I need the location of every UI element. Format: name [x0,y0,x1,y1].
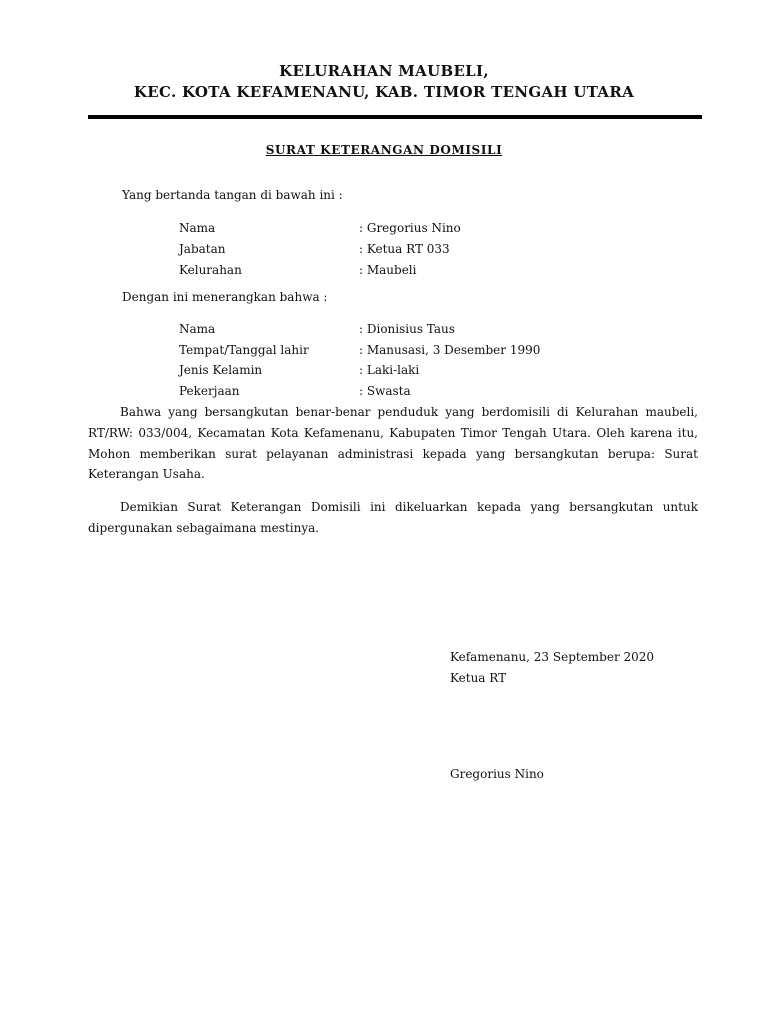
field-label: Nama [179,322,216,336]
field-value: : Dionisius Taus [359,322,455,336]
field-label: Nama [179,221,216,235]
subject-row [0,342,768,362]
letterhead-line-1: KELURAHAN MAUBELI, [279,62,489,80]
statement-text: Dengan ini menerangkan bahwa : [122,290,328,304]
letterhead-line-2: KEC. KOTA KEFAMENANU, KAB. TIMOR TENGAH UTARA [133,83,635,101]
field-value: : Laki-laki [359,363,420,377]
field-label: Tempat/Tanggal lahir [179,343,309,357]
letterhead-divider [88,115,702,119]
body-paragraph-1-text: Bahwa yang bersangkutan benar-benar penduduk yang berdomisili di Kelurahan maubeli, RT/RW: 033/004, Kecamatan Kota Kefamenanu, Kabupaten Timor Tengah Utara. Oleh karena itu, Mohon memberikan surat pelayanan administrasi kepada yang bersangkutan berupa: Surat Keterangan Usaha. [88,405,698,482]
signature-position: Ketua RT [450,671,507,685]
subject-row [0,383,768,403]
field-value: : Swasta [359,384,411,398]
field-value: : Gregorius Nino [359,221,461,235]
signature-name: Gregorius Nino [450,767,544,781]
body-paragraph-2-text: Demikian Surat Keterangan Domisili ini dikeluarkan kepada yang bersangkutan untuk dipergunakan sebagaimana mestinya. [88,500,698,535]
document-title: SURAT KETERANGAN DOMISILI [265,143,503,157]
signer-row [0,220,768,240]
field-value: : Maubeli [359,263,417,277]
field-value: : Ketua RT 033 [359,242,450,256]
field-label: Jenis Kelamin [179,363,263,377]
subject-row [0,362,768,382]
field-label: Jabatan [179,242,226,256]
body-paragraph-2 [88,497,698,539]
signer-row [0,241,768,261]
field-label: Kelurahan [179,263,242,277]
intro-text: Yang bertanda tangan di bawah ini : [122,188,343,202]
body-paragraph-1 [88,402,698,485]
signature-place-date: Kefamenanu, 23 September 2020 [450,650,655,664]
field-value: : Manusasi, 3 Desember 1990 [359,343,541,357]
signer-row [0,262,768,282]
subject-row [0,321,768,341]
field-label: Pekerjaan [179,384,240,398]
